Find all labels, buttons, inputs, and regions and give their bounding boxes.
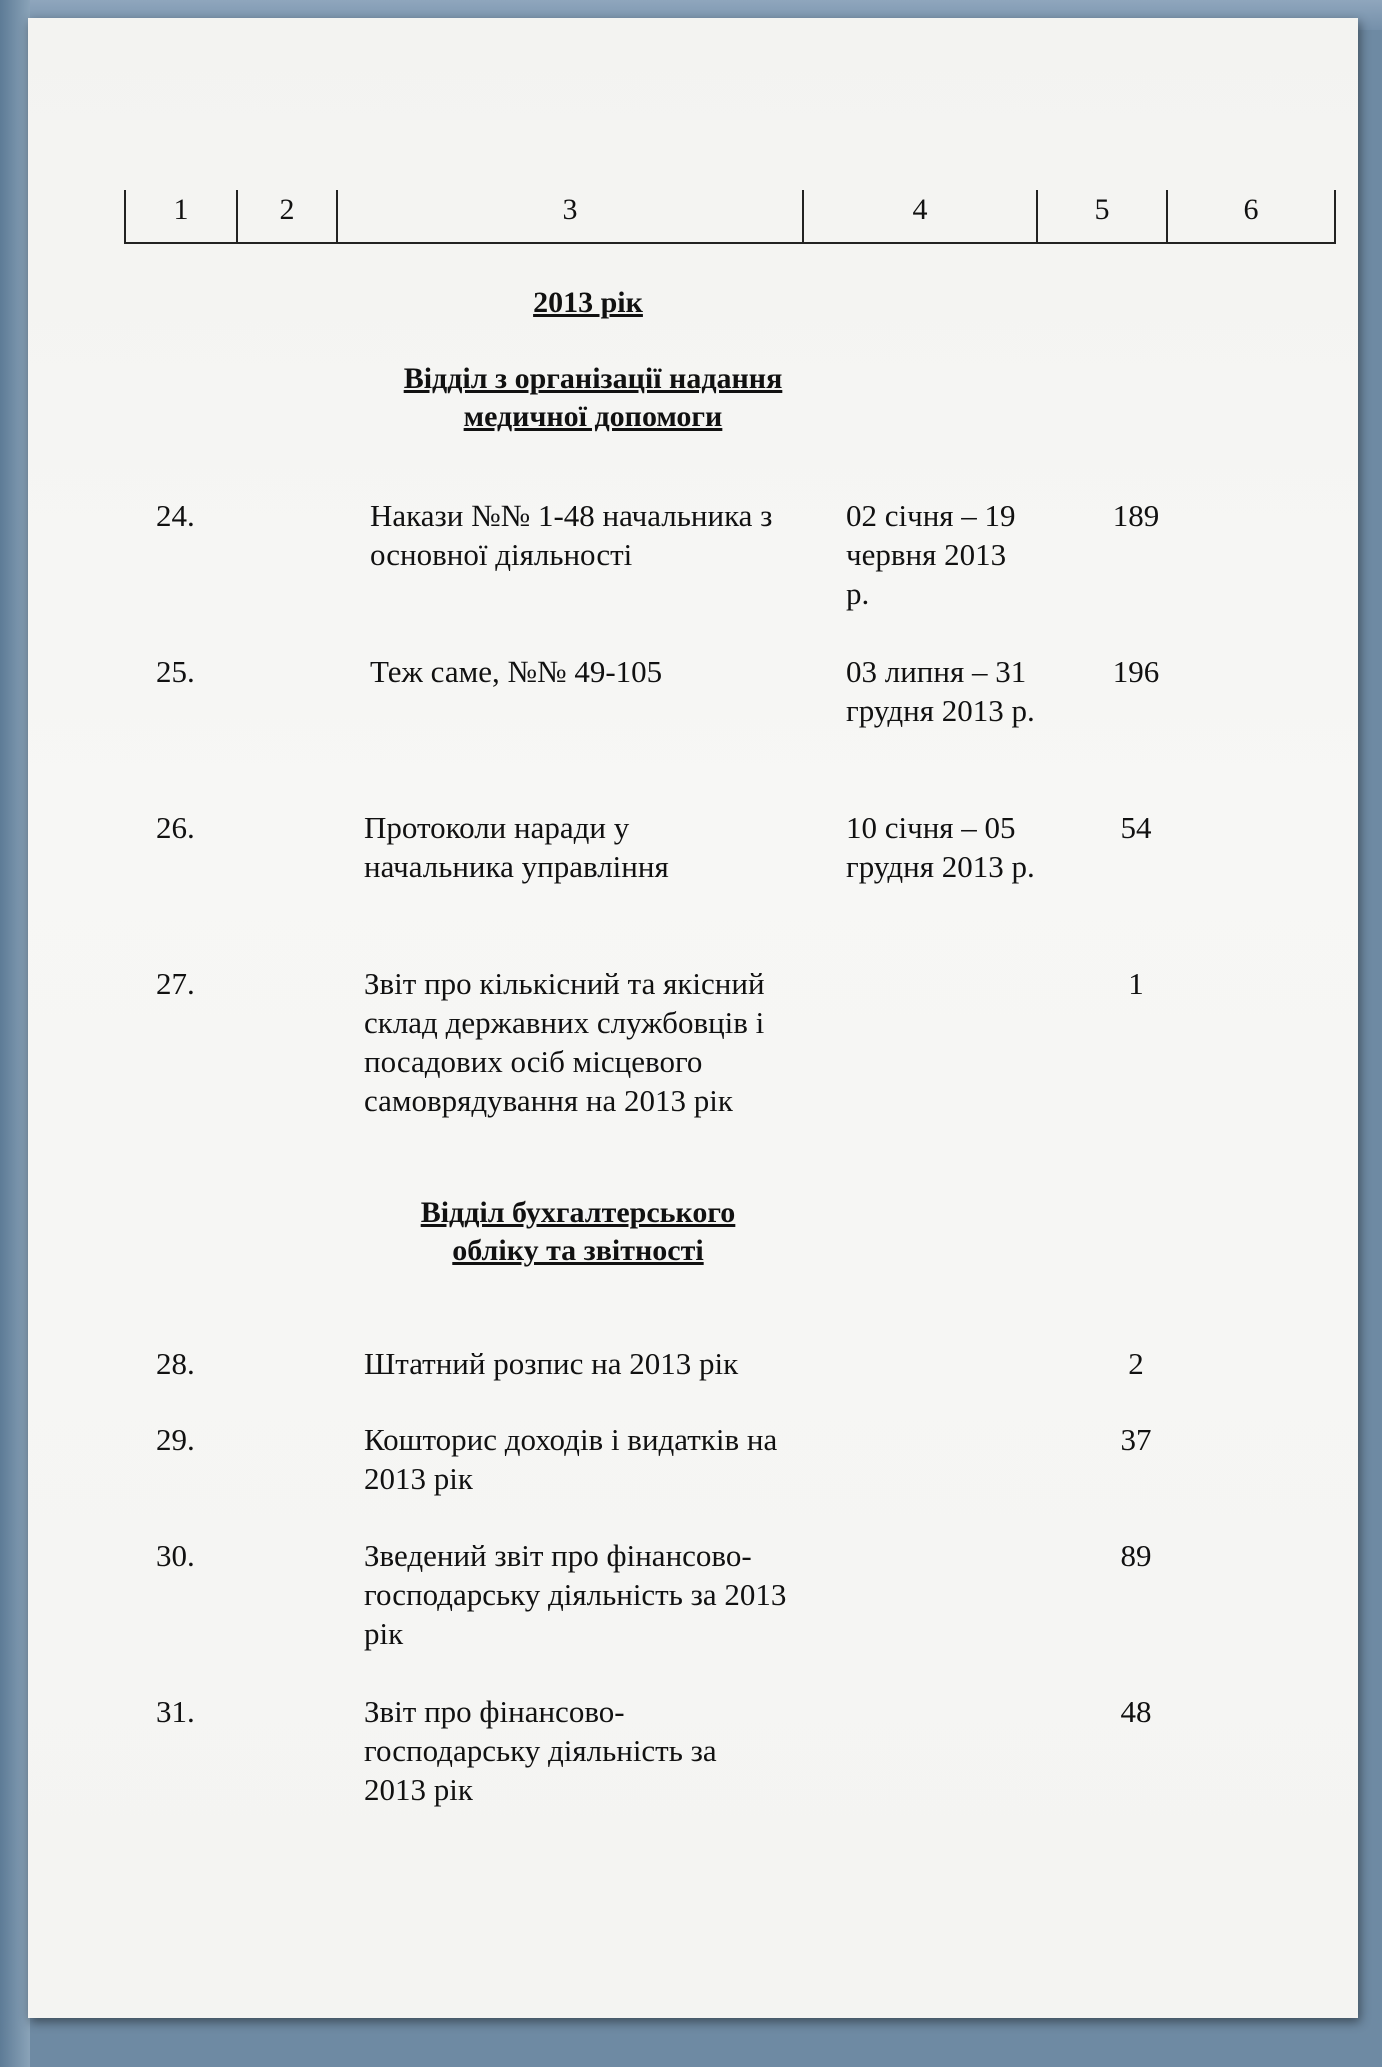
- row-number: 24.: [156, 498, 195, 533]
- row-description: Звіт про кількісний та якісний склад державних службовців і посадових осіб місцевого самоврядування на 2013 рік: [364, 966, 765, 1118]
- section-title: Відділ бухгалтерського обліку та звітності: [420, 1196, 736, 1267]
- row-quantity: 189: [1112, 498, 1160, 533]
- row-number: 31.: [156, 1694, 195, 1729]
- row-dates: 02 січня – 19 червня 2013 р.: [846, 498, 1016, 611]
- row-description: Кошторис доходів і видатків на 2013 рік: [364, 1422, 778, 1496]
- backdrop-edge: [0, 0, 30, 2067]
- document-page: [28, 18, 1358, 2018]
- header-col-2: 2: [236, 190, 336, 242]
- row-number: 27.: [156, 966, 195, 1001]
- row-description: Зведений звіт про фінансово-господарську діяльність за 2013 рік: [364, 1538, 787, 1651]
- row-quantity: 196: [1112, 654, 1160, 689]
- header-col-5: 5: [1036, 190, 1166, 242]
- row-number: 29.: [156, 1422, 195, 1457]
- row-dates: 03 липня – 31 грудня 2013 р.: [846, 654, 1035, 728]
- row-description: Звіт про фінансово-господарську діяльність за 2013 рік: [364, 1694, 717, 1807]
- row-description: Накази №№ 1-48 начальника з основної діяльності: [370, 498, 773, 572]
- header-col-4: 4: [802, 190, 1036, 242]
- row-quantity: 2: [1128, 1346, 1144, 1381]
- row-number: 30.: [156, 1538, 195, 1573]
- year-heading: 2013 рік: [533, 286, 643, 319]
- header-col-1: 1: [124, 190, 236, 242]
- header-col-3: 3: [336, 190, 802, 242]
- row-number: 28.: [156, 1346, 195, 1381]
- row-description: Протоколи наради у начальника управління: [364, 810, 669, 884]
- row-description: Штатний розпис на 2013 рік: [364, 1346, 739, 1381]
- row-quantity: 48: [1120, 1694, 1152, 1729]
- row-quantity: 89: [1120, 1538, 1152, 1573]
- row-quantity: 37: [1120, 1422, 1152, 1457]
- row-description: Теж саме, №№ 49-105: [370, 654, 663, 689]
- header-col-6: 6: [1166, 190, 1336, 242]
- row-number: 26.: [156, 810, 195, 845]
- row-dates: 10 січня – 05 грудня 2013 р.: [846, 810, 1035, 884]
- section-title: Відділ з організації надання медичної допомоги: [403, 362, 783, 433]
- row-number: 25.: [156, 654, 195, 689]
- table-header: [124, 190, 1336, 244]
- row-quantity: 1: [1128, 966, 1144, 1001]
- row-quantity: 54: [1120, 810, 1152, 845]
